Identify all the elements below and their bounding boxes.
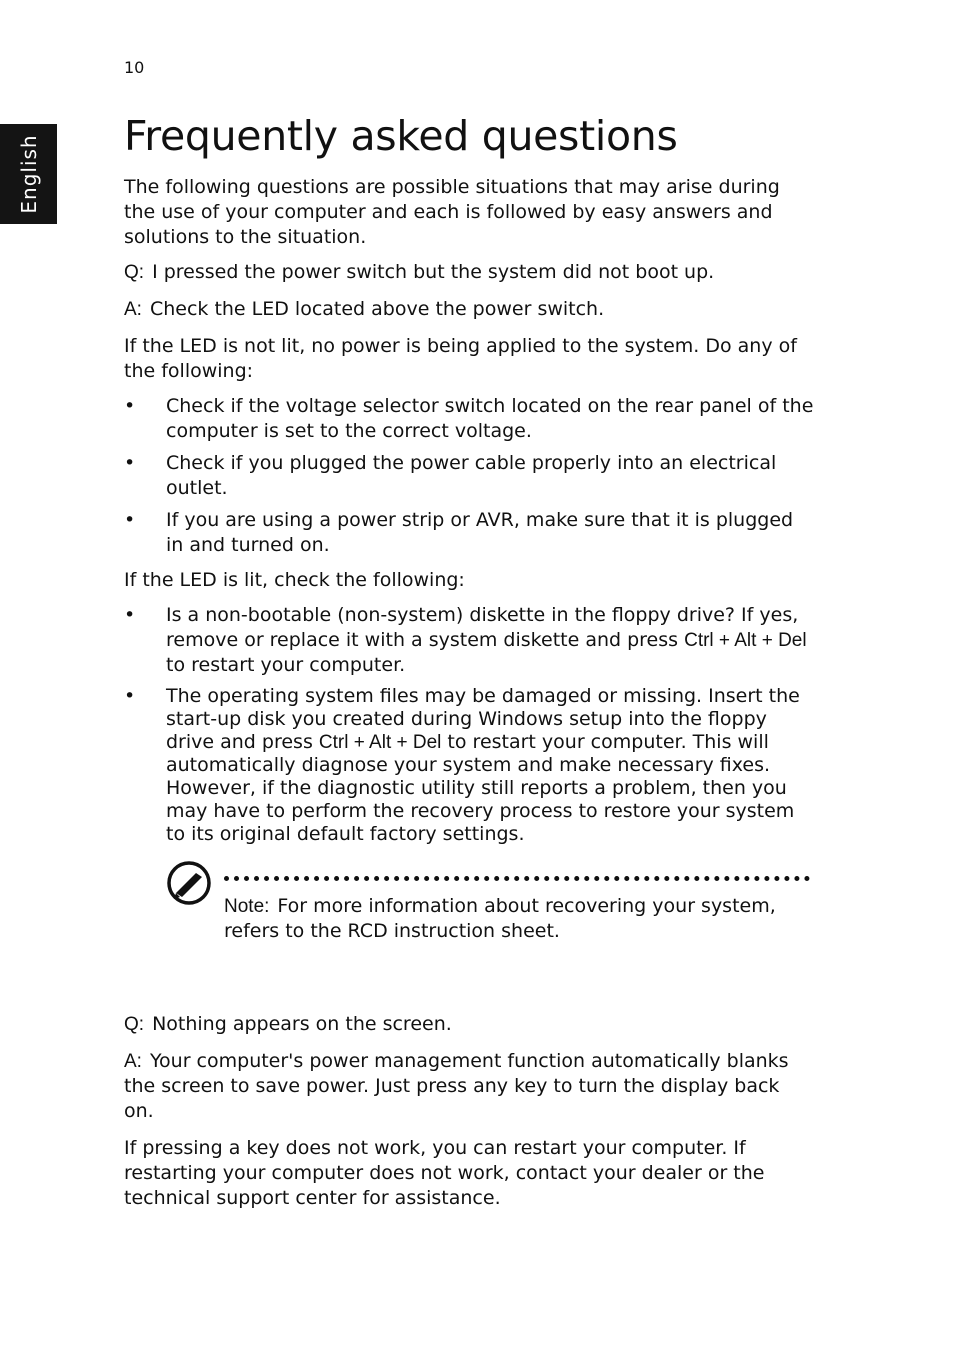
answer-text: Your computer's power management function automatically blanks the screen to save power. Just press any key to turn the display back on.	[124, 1050, 789, 1122]
led-off-intro: If the LED is not lit, no power is being applied to the system. Do any of the following:	[124, 335, 797, 382]
answer-1	[124, 297, 814, 322]
led-on-intro: If the LED is lit, check the following:	[124, 569, 465, 591]
list-item: • If you are using a power strip or AVR, make sure that it is plugged in and turned on.	[124, 509, 794, 556]
answer-tag: A:	[124, 299, 142, 320]
answer-2	[124, 1049, 814, 1124]
faq-content	[124, 110, 814, 1221]
led-on-list	[124, 603, 814, 846]
language-side-tab	[0, 124, 57, 224]
note-callout	[166, 856, 814, 992]
question-tag: Q:	[124, 262, 145, 283]
list-item: • The operating system files may be damaged or missing. Insert the start-up disk you created during Windows setup into the floppy drive and press Ctrl + Alt + Del to restart your computer. This will automatically diagnose your system and make necessary fixes. However, if the diagnostic utility still reports a problem, then you may have to perform the recovery process to restore your system to its original default factory settings.	[124, 685, 800, 845]
key-combo: Ctrl + Alt + Del	[684, 630, 807, 651]
intro-paragraph: The following questions are possible situations that may arise during the use of your computer and each is followed by easy answers and solutions to the situation.	[124, 176, 780, 248]
page-number: 10	[124, 58, 145, 77]
side-tab-label: English	[16, 134, 41, 214]
note-label: Note:	[224, 896, 270, 917]
closing-paragraph: If pressing a key does not work, you can restart your computer. If restarting your computer does not work, contact your dealer or the technical support center for assistance.	[124, 1137, 765, 1209]
list-item: • Is a non-bootable (non-system) diskette in the floppy drive? If yes, remove or replace it with a system diskette and press Ctrl + Alt + Del to restart your computer.	[124, 604, 807, 676]
question-1	[124, 260, 814, 285]
question-2	[124, 1012, 814, 1037]
answer-text: Check the LED located above the power switch.	[149, 298, 605, 320]
question-tag: Q:	[124, 1014, 145, 1035]
bullet: •	[124, 395, 136, 417]
pen-note-icon	[166, 860, 212, 906]
question-text: Nothing appears on the screen.	[152, 1013, 452, 1035]
key-combo: Ctrl + Alt + Del	[318, 732, 442, 753]
answer-tag: A:	[124, 1051, 142, 1072]
bullet: •	[124, 685, 136, 707]
bullet: •	[124, 452, 136, 474]
page-title: Frequently asked questions	[124, 112, 678, 160]
bullet: •	[124, 509, 136, 531]
question-text: I pressed the power switch but the system did not boot up.	[152, 261, 715, 283]
list-item: • Check if you plugged the power cable properly into an electrical outlet.	[124, 452, 777, 499]
list-item: • Check if the voltage selector switch located on the rear panel of the computer is set to the correct voltage.	[124, 395, 814, 442]
note-divider	[224, 876, 810, 881]
bullet: •	[124, 604, 136, 626]
note-text: Note: For more information about recovering your system, refers to the RCD instruction sheet.	[224, 895, 776, 942]
led-off-list	[124, 394, 814, 558]
